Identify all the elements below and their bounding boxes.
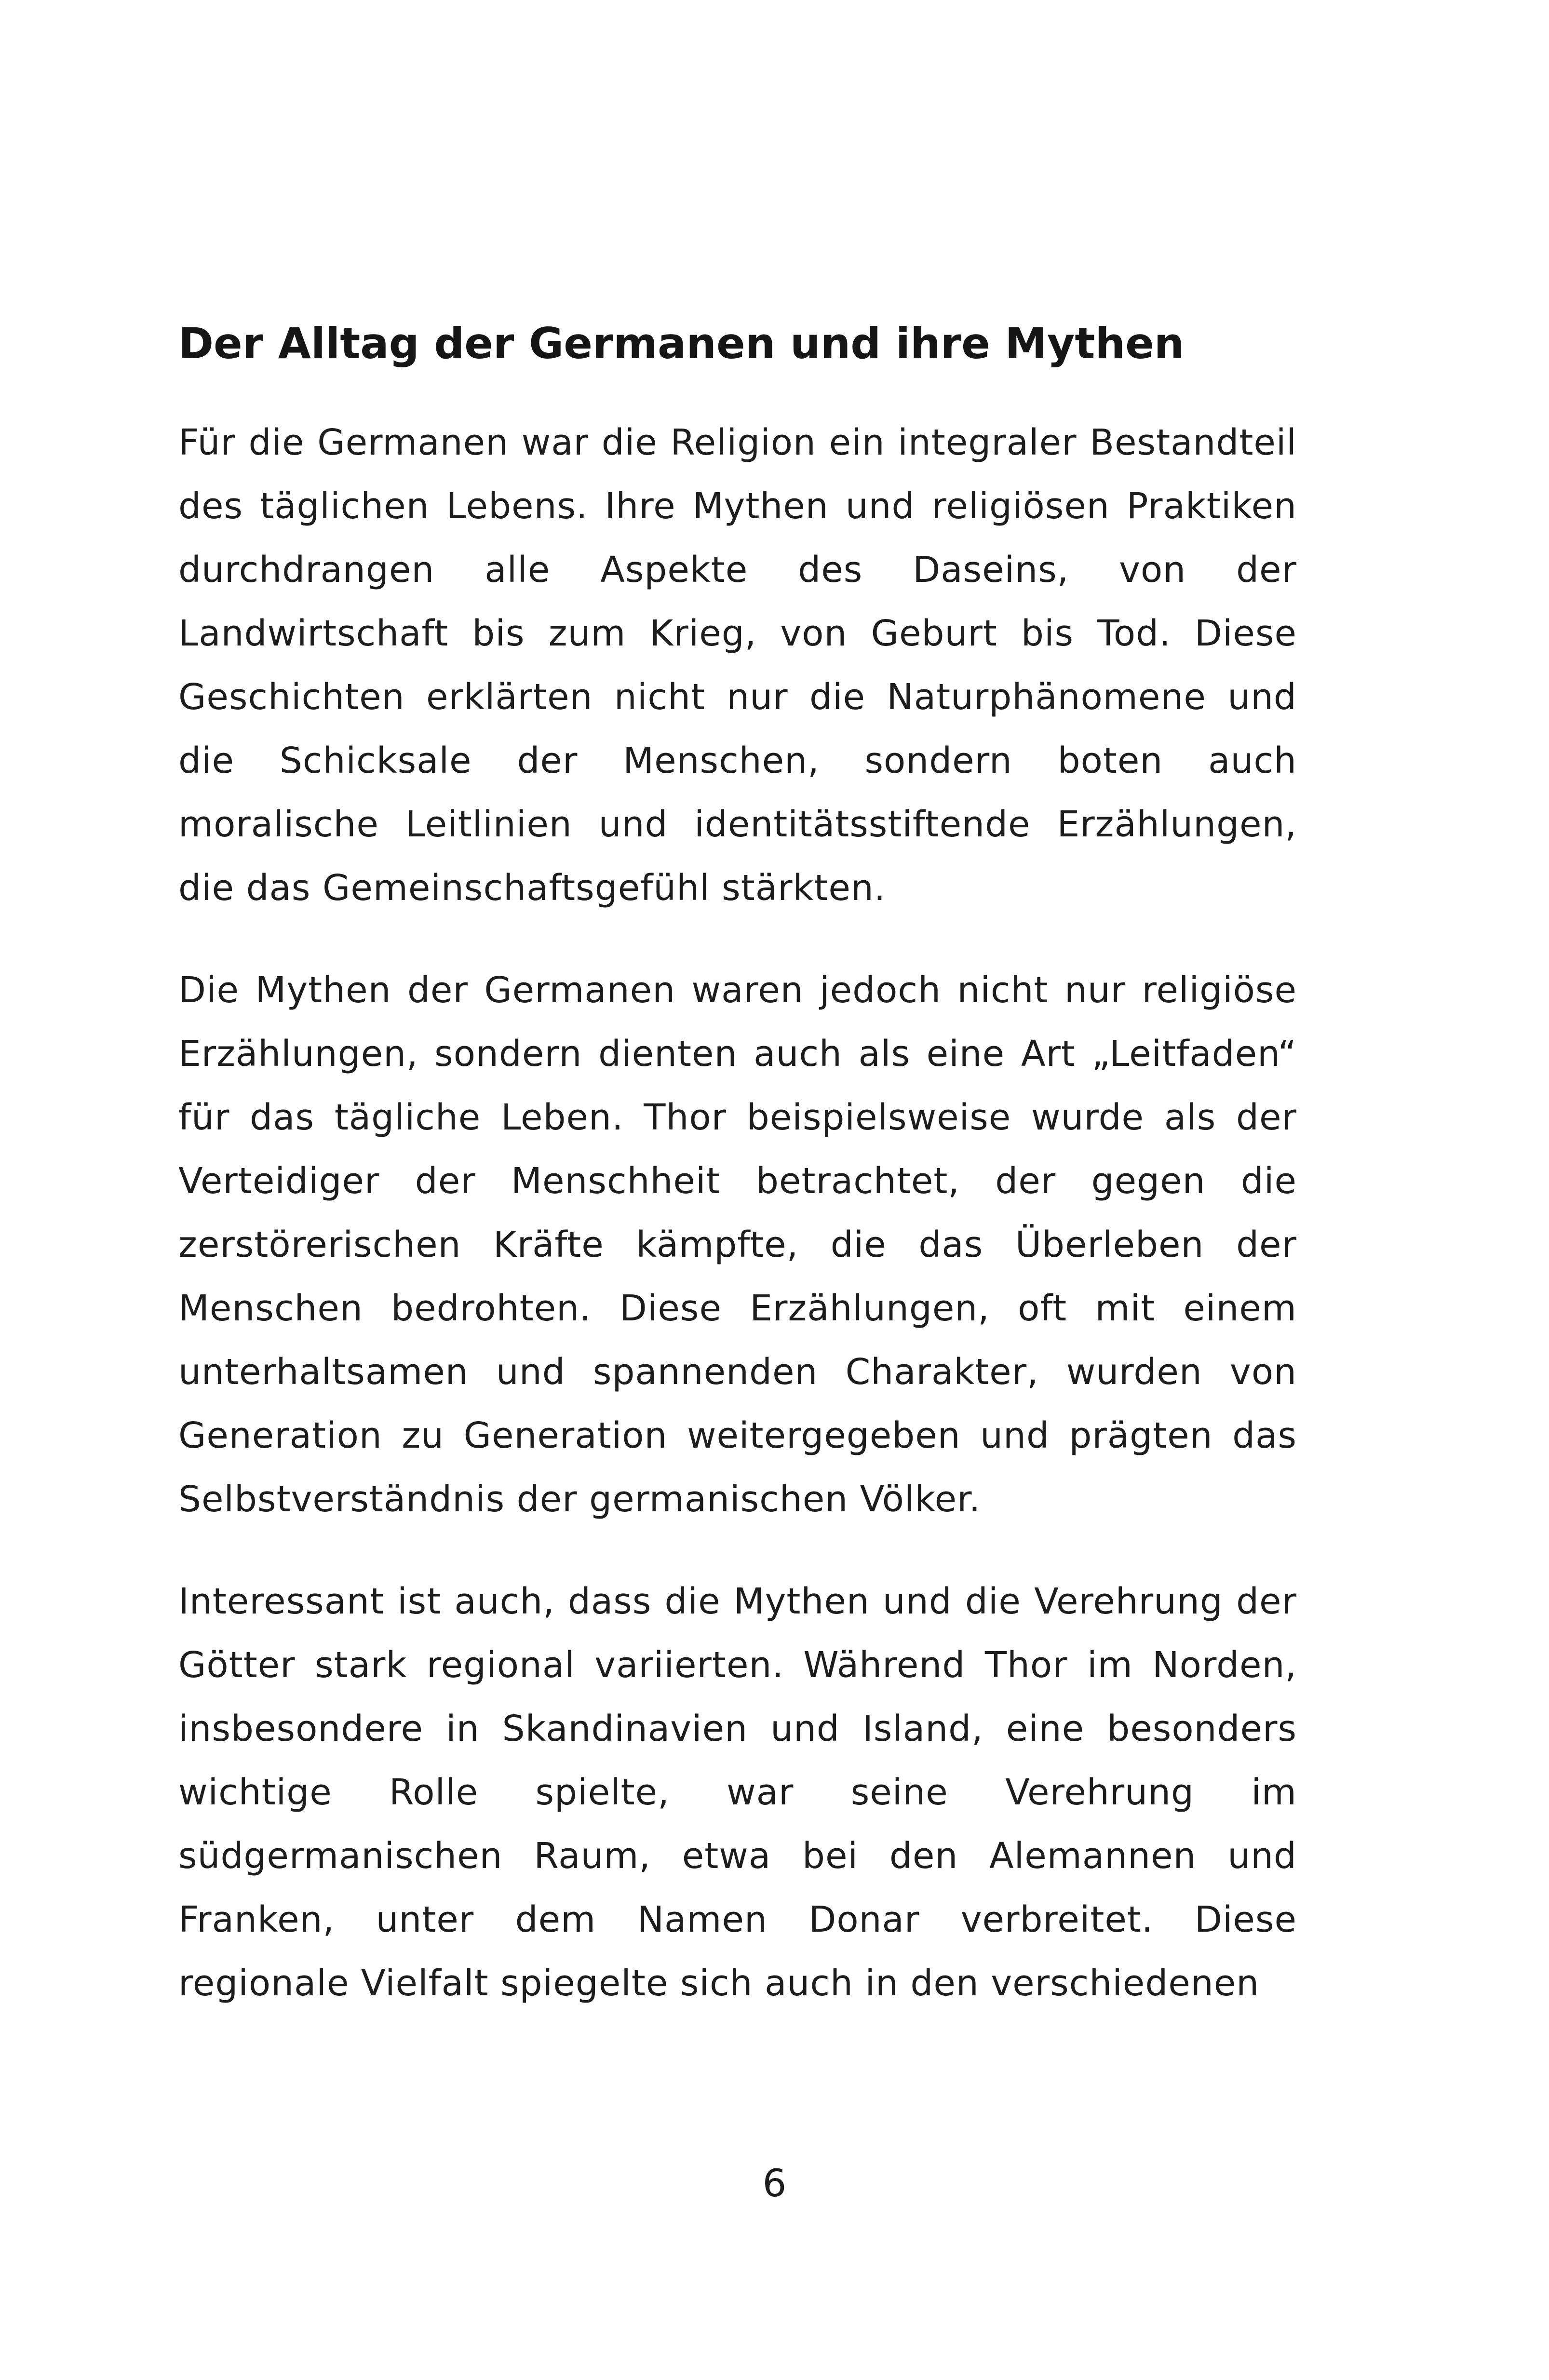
paragraph-3: Interessant ist auch, dass die Mythen und die Verehrung der Götter stark regional variierten. Während Thor im Norden, insbesondere in Skandinavien und Island, eine besonders wichtige Rolle spielte, war seine Verehrung im südgermanischen Raum, etwa bei den Alemannen und Franken, unter dem Namen Donar verbreitet. Diese regionale Vielfalt spiegelte sich auch in den verschiedenen xyxy=(178,1580,1297,2004)
paragraph-1: Für die Germanen war die Religion ein integraler Bestandteil des täglichen Lebens. Ihre Mythen und religiösen Praktiken durchdrangen alle Aspekte des Daseins, von der Landwirtschaft bis zum Krieg, von Geburt bis Tod. Diese Geschichten erklärten nicht nur die Naturphänomene und die Schicksale der Menschen, sondern boten auch moralische Leitlinien und identitätsstiftende Erzählungen, die das Gemeinschaftsgefühl stärkten. xyxy=(178,421,1297,909)
page-content xyxy=(178,318,1297,2015)
page-number: 6 xyxy=(762,2162,787,2205)
paragraph-2: Die Mythen der Germanen waren jedoch nicht nur religiöse Erzählungen, sondern dienten auch als eine Art „Leitfaden“ für das tägliche Leben. Thor beispielsweise wurde als der Verteidiger der Menschheit betrachtet, der gegen die zerstörerischen Kräfte kämpfte, die das Überleben der Menschen bedrohten. Diese Erzählungen, oft mit einem unterhaltsamen und spannenden Charakter, wurden von Generation zu Generation weitergegeben und prägten das Selbstverständnis der germanischen Völker. xyxy=(178,969,1297,1520)
section-heading: Der Alltag der Germanen und ihre Mythen xyxy=(178,319,1185,368)
